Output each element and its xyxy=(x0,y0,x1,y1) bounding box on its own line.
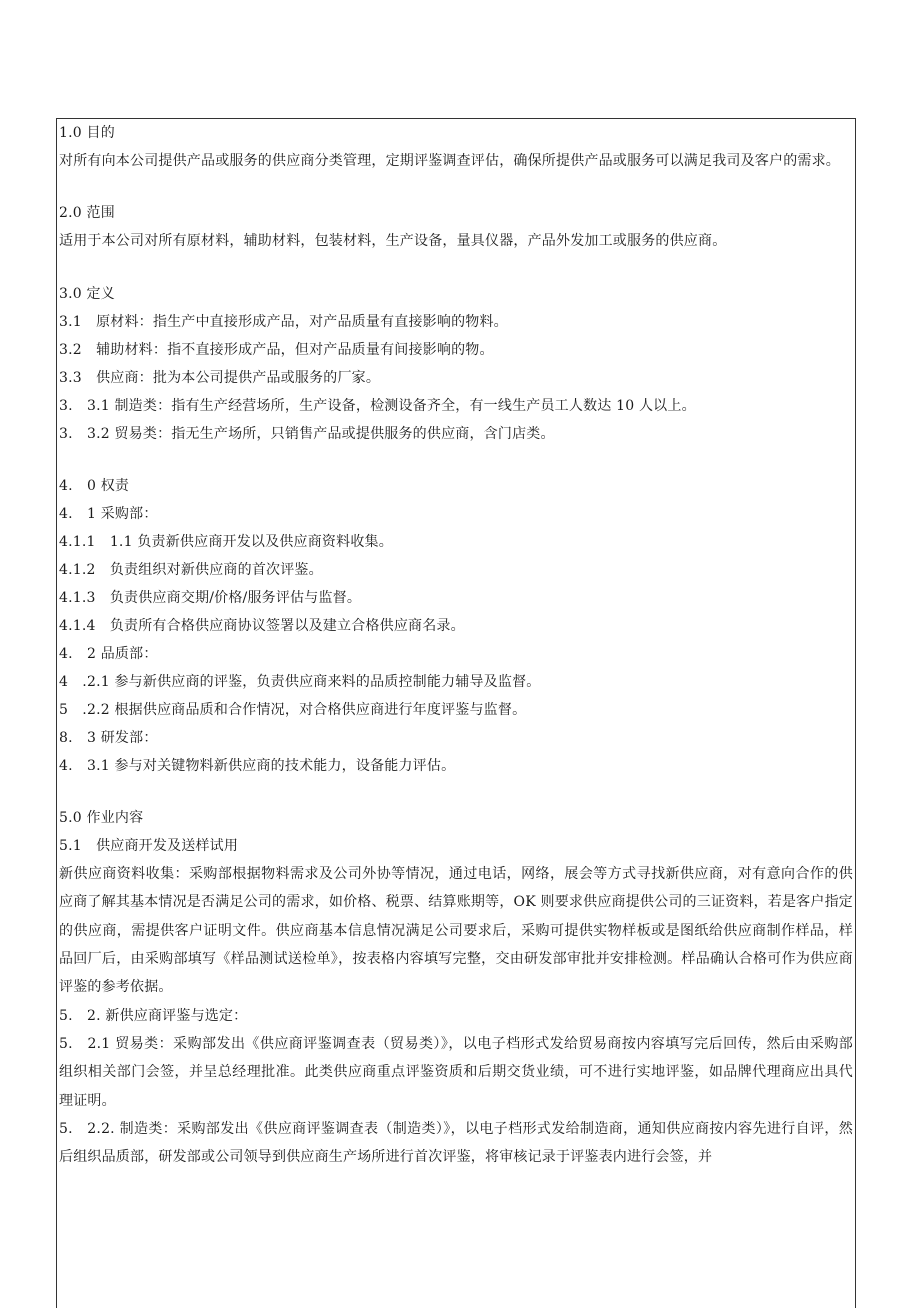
procedure-subheading: 5.1 供应商开发及送样试用 xyxy=(59,837,239,854)
definition-item: 3.1 原材料：指生产中直接形成产品，对产品质量有直接影响的物料。 xyxy=(59,313,508,330)
purpose-text: 对所有向本公司提供产品或服务的供应商分类管理，定期评鉴调查评估，确保所提供产品或服务可以满足我司及客户的需求。 xyxy=(59,153,840,169)
definition-item: 3. 3.2 贸易类：指无生产场所，只销售产品或提供服务的供应商，含门店类。 xyxy=(59,425,555,442)
responsibility-item: 4. 2 品质部： xyxy=(59,645,158,662)
document-content xyxy=(59,119,853,1172)
section-heading-procedure: 5.0 作业内容 xyxy=(59,809,144,826)
procedure-paragraph: 新供应商资料收集：采购部根据物料需求及公司外协等情况，通过电话，网络，展会等方式寻找新供应商，对有意向合作的供应商了解其基本情况是否满足公司的需求，如价格、税票、结算账期等，OK 则要求供应商提供公司的三证资料，若是客户指定的供应商，需提供客户证明文件。供应商基本信息情况满足公司要求后，采购可提供实物样板或是图纸给供应商制作样品，样品回厂后，由采购部填写《样品测试送检单》，按表格内容填写完整，交由研发部审批并安排检测。样品确认合格可作为供应商评鉴的参考依据。 xyxy=(59,865,853,996)
document-frame xyxy=(56,118,856,1308)
responsibility-item: 4.1.3 负责供应商交期/价格/服务评估与监督。 xyxy=(59,589,362,606)
section-heading-scope: 2.0 范围 xyxy=(59,205,115,222)
responsibility-item: 4.1.1 1.1 负责新供应商开发以及供应商资料收集。 xyxy=(59,533,393,550)
procedure-paragraph: 5. 2.1 贸易类：采购部发出《供应商评鉴调查表（贸易类）》，以电子档形式发给贸易商按内容填写完后回传，然后由采购部组织相关部门会签，并呈总经理批准。此类供应商重点评鉴资质和后期交货业绩，可不进行实地评鉴，如品牌代理商应出具代理证明。 xyxy=(59,1035,853,1109)
responsibility-item: 4 .2.1 参与新供应商的评鉴，负责供应商来料的品质控制能力辅导及监督。 xyxy=(59,673,541,690)
section-heading-responsibilities: 4. 0 权责 xyxy=(59,477,130,494)
responsibility-item: 4.1.4 负责所有合格供应商协议签署以及建立合格供应商名录。 xyxy=(59,617,465,634)
section-heading-definitions: 3.0 定义 xyxy=(59,285,115,302)
procedure-paragraph: 5. 2.2. 制造类：采购部发出《供应商评鉴调查表（制造类）》，以电子档形式发给制造商，通知供应商按内容先进行自评，然后组织品质部，研发部或公司领导到供应商生产场所进行首次评鉴，将审核记录于评鉴表内进行会签，并 xyxy=(59,1121,853,1166)
responsibility-item: 4.1.2 负责组织对新供应商的首次评鉴。 xyxy=(59,561,323,578)
definition-item: 3.2 辅助材料：指不直接形成产品，但对产品质量有间接影响的物。 xyxy=(59,341,494,358)
definition-item: 3.3 供应商：批为本公司提供产品或服务的厂家。 xyxy=(59,369,381,386)
responsibility-item: 4. 3.1 参与对关键物料新供应商的技术能力，设备能力评估。 xyxy=(59,757,456,774)
responsibility-item: 4. 1 采购部： xyxy=(59,505,158,522)
definition-item: 3. 3.1 制造类：指有生产经营场所，生产设备，检测设备齐全，有一线生产员工人数达 10 人以上。 xyxy=(59,397,696,414)
section-heading-purpose: 1.0 目的 xyxy=(59,125,115,141)
responsibility-item: 5 .2.2 根据供应商品质和合作情况，对合格供应商进行年度评鉴与监督。 xyxy=(59,701,527,718)
procedure-subheading: 5. 2. 新供应商评鉴与选定： xyxy=(59,1007,248,1024)
responsibility-item: 8. 3 研发部： xyxy=(59,729,158,746)
scope-text: 适用于本公司对所有原材料，辅助材料，包装材料，生产设备，量具仪器，产品外发加工或服务的供应商。 xyxy=(59,233,727,250)
